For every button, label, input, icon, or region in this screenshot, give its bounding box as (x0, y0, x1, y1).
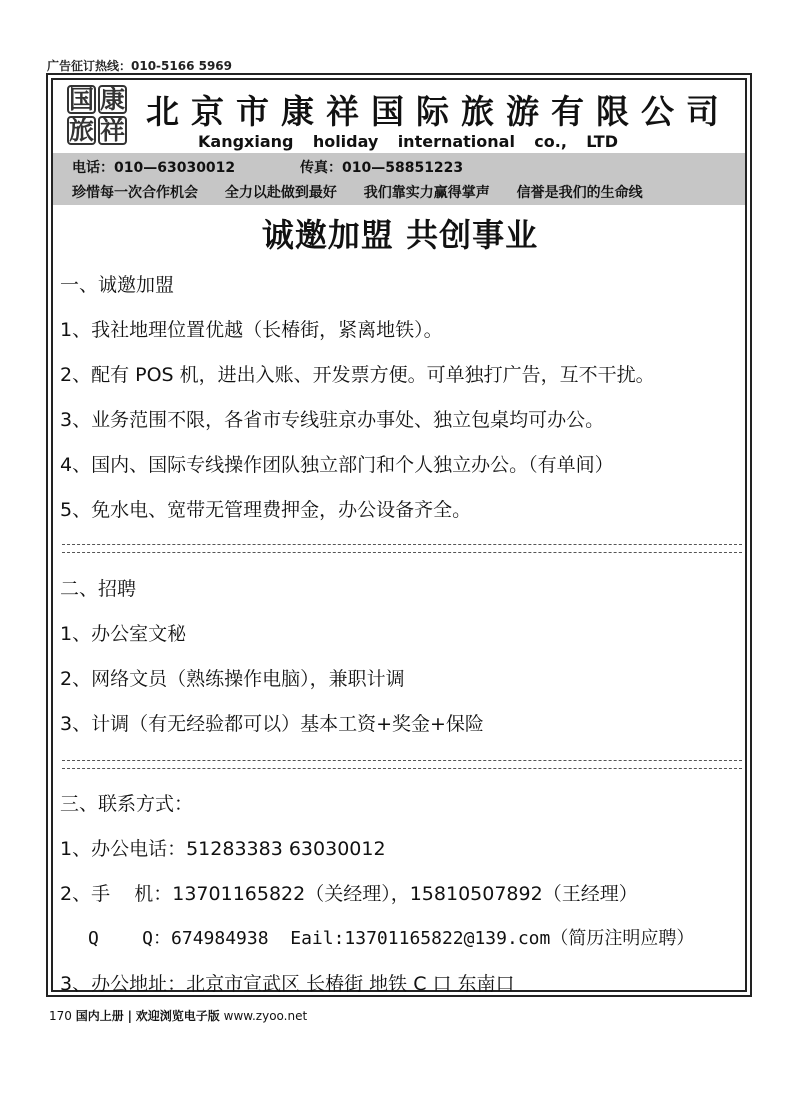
qq-row (88, 924, 694, 950)
office-address: 3、办公地址：北京市宣武区 长椿街 地铁 C 口 东南口 (60, 973, 515, 995)
company-logo (66, 84, 128, 146)
recruit-item: 2、网络文员（熟练操作电脑），兼职计调 (60, 668, 405, 690)
page-number: 170 (49, 1009, 72, 1023)
join-item: 4、国内、国际专线操作团队独立部门和个人独立办公。（有单间） (60, 454, 614, 476)
logo-char-2: 康 (100, 85, 126, 114)
logo-char-4: 祥 (100, 116, 126, 145)
page-footer (49, 1007, 307, 1024)
section-title-join: 一、诚邀加盟 (60, 274, 175, 296)
section-title-contact: 三、联系方式： (60, 793, 194, 815)
headline: 诚邀加盟 共创事业 (261, 216, 539, 254)
qq-label: Q Q： (88, 928, 172, 949)
ad-hotline: 广告征订热线：010-5166 5969 (47, 59, 233, 73)
slogan-row (72, 182, 665, 202)
mobile-label: 2、手 机： (60, 883, 173, 905)
fax-number: 传真：010—58851223 (300, 160, 464, 176)
slogan: 信誉是我们的生命线 (516, 185, 643, 201)
footer-section: 国内上册 (75, 1009, 124, 1023)
mobile-value: 13701165822（关经理），15810507892（王经理） (172, 883, 638, 905)
logo-char-1: 国 (69, 85, 95, 114)
company-name-en-word: holiday (312, 132, 379, 151)
join-item: 1、我社地理位置优越（长椿街，紧离地铁）。 (60, 319, 443, 341)
join-item: 2、配有 POS 机，进出入账、开发票方便。可单独打广告，互不干扰。 (60, 364, 655, 386)
footer-welcome: 欢迎浏览电子版 (135, 1009, 220, 1023)
mobile-row (60, 879, 638, 906)
join-item: 3、业务范围不限，各省市专线驻京办事处、独立包桌均可办公。 (60, 409, 605, 431)
company-name-en-word: co., (534, 132, 567, 151)
slogan: 全力以赴做到最好 (224, 185, 337, 201)
recruit-item: 1、办公室文秘 (60, 623, 187, 645)
company-name-en (198, 132, 618, 151)
footer-divider: | (127, 1009, 132, 1023)
company-name-en-word: Kangxiang (198, 132, 294, 151)
slogan: 我们靠实力赢得掌声 (363, 185, 490, 201)
company-name-cn: 北京市康祥国际旅游有限公司 (146, 92, 731, 131)
qq-value: 674984938 Eail:13701165822@139.com（简历注明应聘） (171, 928, 695, 949)
join-item: 5、免水电、宽带无管理费押金，办公设备齐全。 (60, 499, 472, 521)
logo-char-3: 旅 (69, 116, 95, 145)
recruit-item: 3、计调（有无经验都可以）基本工资+奖金+保险 (60, 713, 484, 735)
footer-url[interactable]: www.zyoo.net (223, 1009, 308, 1023)
company-name-en-word: LTD (586, 132, 618, 151)
company-name-en-word: international (397, 132, 515, 151)
slogan: 珍惜每一次合作机会 (72, 185, 198, 201)
section-divider (62, 760, 742, 769)
section-title-recruit: 二、招聘 (60, 578, 137, 600)
office-phone: 1、办公电话：51283383 63030012 (60, 838, 386, 860)
phone-number: 电话：010—63030012 (72, 160, 236, 176)
section-divider (62, 544, 742, 553)
